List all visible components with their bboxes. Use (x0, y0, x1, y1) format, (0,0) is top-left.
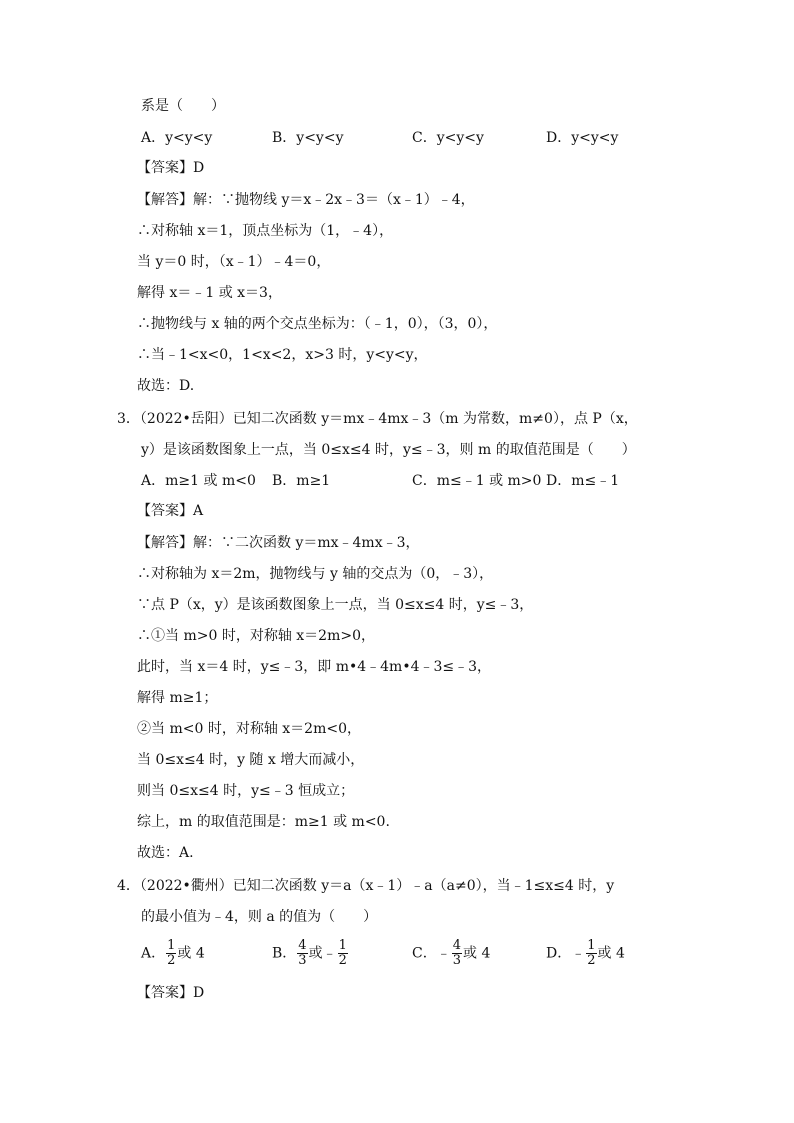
question-3-stem-line-1: 3．（2022•岳阳）已知二次函数 y＝mx﹣4mx﹣3（m 为常数，m≠0），点 P（x， (117, 411, 638, 427)
solution-line: 当 0≤x≤4 时，y 随 x 增大而减小， (137, 752, 365, 768)
question-4-stem-line-2: 的最小值为﹣4，则 a 的值为（ ） (141, 909, 378, 925)
solution-line: 当 y＝0 时，（x﹣1）﹣4＝0， (137, 254, 331, 270)
option-d: D．y<y<y (546, 130, 619, 146)
option-b: B．y<y<y (272, 130, 344, 146)
solution-line: 解得 x＝﹣1 或 x＝3， (137, 285, 282, 301)
solution-line: ∴抛物线与 x 轴的两个交点坐标为：（﹣1，0），（3，0）， (137, 316, 498, 332)
solution-line: 故选：D. (137, 378, 195, 394)
question-2-stem-tail: 系是（ ） (141, 98, 225, 114)
option-c: C．y<y<y (412, 130, 484, 146)
option-a: A．y<y<y (141, 130, 213, 146)
question-2-answer: 【答案】D (137, 160, 205, 176)
fraction: $\frac{1}{2}$ (167, 938, 176, 968)
solution-line: ∴①当 m>0 时，对称轴 x＝2m>0， (137, 628, 375, 644)
solution-line: ∴对称轴为 x＝2m，抛物线与 y 轴的交点为（0，﹣3）， (137, 566, 494, 582)
solution-line: 【解答】解：∵抛物线 y＝x﹣2x﹣3＝（x﹣1）﹣4， (137, 192, 475, 208)
option-d: D．m≤﹣1 (546, 473, 620, 489)
solution-line: 【解答】解：∵二次函数 y＝mx﹣4mx﹣3， (137, 535, 420, 551)
option-a: A．m≥1 或 m<0 (141, 473, 256, 489)
question-3-answer: 【答案】A (137, 503, 204, 519)
solution-line: ∵点 P（x，y）是该函数图象上一点，当 0≤x≤4 时，y≤﹣3， (137, 597, 534, 613)
option-b: B．m≥1 (272, 473, 331, 489)
solution-line: 则当 0≤x≤4 时，y≤﹣3 恒成立； (137, 783, 355, 799)
option-b: B． $\frac{4}{3}$ 或﹣ $\frac{1}{2}$ (272, 938, 347, 968)
solution-line: 此时，当 x＝4 时，y≤﹣3，即 m•4﹣4m•4﹣3≤﹣3， (137, 659, 492, 675)
fraction: $\frac{1}{2}$ (338, 938, 347, 968)
option-c: C．m≤﹣1 或 m>0 (412, 473, 542, 489)
question-3-stem-line-2: y）是该函数图象上一点，当 0≤x≤4 时，y≤﹣3，则 m 的取值范围是（ ） (141, 442, 636, 458)
solution-line: 综上，m 的取值范围是：m≥1 或 m<0. (137, 814, 390, 830)
solution-line: 解得 m≥1； (137, 690, 218, 706)
fraction: $\frac{4}{3}$ (452, 938, 461, 968)
solution-line: 故选：A. (137, 845, 194, 861)
option-c: C．﹣ $\frac{4}{3}$ 或 4 (412, 938, 491, 968)
fraction: $\frac{1}{2}$ (587, 938, 596, 968)
solution-line: ②当 m<0 时，对称轴 x＝2m<0， (137, 721, 361, 737)
option-a: A． $\frac{1}{2}$ 或 4 (141, 938, 205, 968)
fraction: $\frac{4}{3}$ (298, 938, 307, 968)
question-4-stem-line-1: 4．（2022•衢州）已知二次函数 y＝a（x﹣1）﹣a（a≠0），当﹣1≤x≤4 时，y (117, 878, 615, 894)
solution-line: ∴对称轴 x＝1，顶点坐标为（1，﹣4）， (137, 223, 394, 239)
question-4-answer: 【答案】D (137, 985, 205, 1001)
solution-line: ∴当﹣1<x<0，1<x<2，x>3 时，y<y<y， (137, 347, 428, 363)
option-d: D．﹣ $\frac{1}{2}$ 或 4 (546, 938, 625, 968)
